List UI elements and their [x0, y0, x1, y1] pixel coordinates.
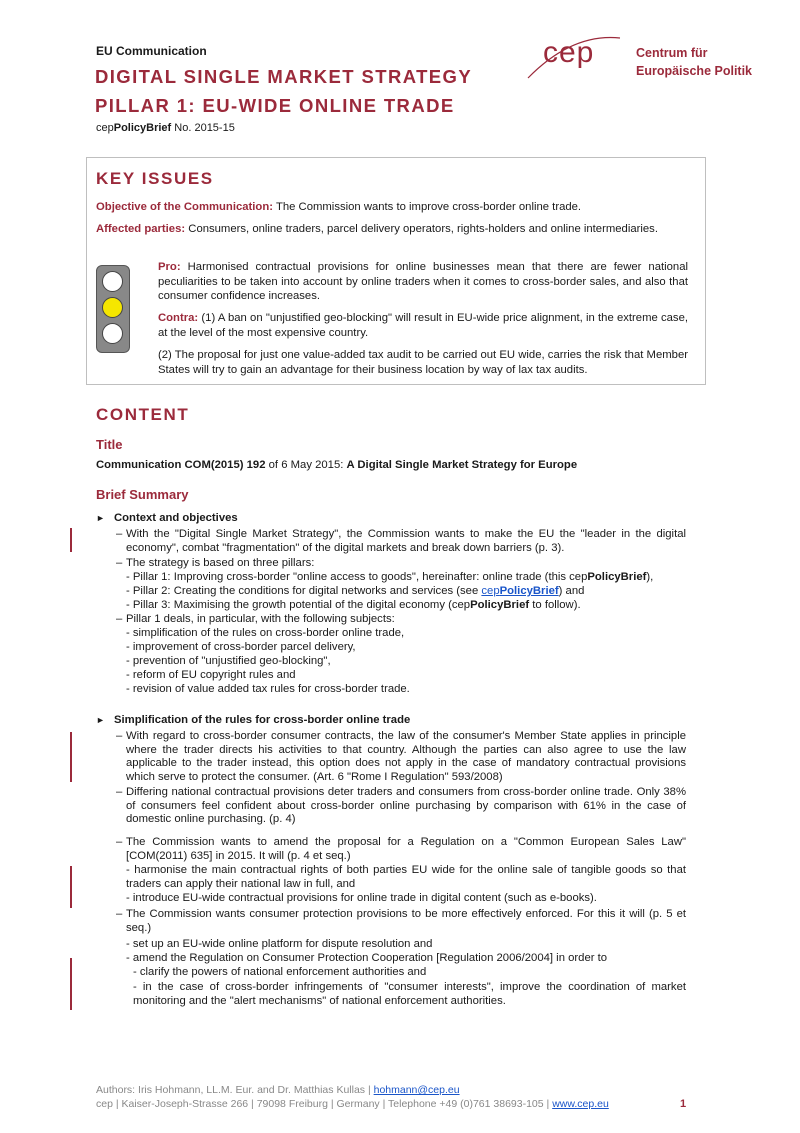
- cep-logo: cep: [543, 36, 595, 69]
- communication-type-label: EU Communication: [96, 44, 207, 58]
- institute-name: Centrum für Europäische Politik: [636, 46, 753, 78]
- footer-address: cep | Kaiser-Joseph-Strasse 266 | 79098 Freiburg | Germany | Telephone +49 (0)761 38693-105 | www.cep.eu: [96, 1098, 609, 1110]
- contra-paragraph-2: (2) The proposal for just one value-added tax audit to be carried out EU wide, carries the risk that Member States will try to gain an advantage for their business location by way of lax tax audits.: [158, 349, 688, 376]
- policy-brief-number: cepPolicyBrief No. 2015-15: [96, 122, 235, 134]
- sub-item: - introduce EU-wide contractual provisions for online trade in digital content (such as e-books).: [126, 892, 597, 904]
- sub-item: - reform of EU copyright rules and: [126, 669, 296, 681]
- page-number: 1: [680, 1098, 687, 1110]
- change-marker: [70, 732, 72, 782]
- objective-paragraph: Objective of the Communication: The Commission wants to improve cross-border online trade.: [96, 201, 582, 213]
- list-item: – The Commission wants to amend the proposal for a Regulation on a "Common European Sales Law" [COM(2011) 635] in 2015. It will (p. 4 et seq.): [116, 836, 686, 862]
- communication-reference: Communication COM(2015) 192 of 6 May 2015: A Digital Single Market Strategy for Europe: [96, 459, 578, 471]
- pro-paragraph: Pro: Harmonised contractual provisions for online businesses mean that there are fewer national peculiarities to be taken into account by online traders when it comes to cross-border sales, and also that consumer confidence increases.: [158, 261, 688, 302]
- traffic-light-icon: [96, 265, 130, 353]
- footer-authors: Authors: Iris Hohmann, LL.M. Eur. and Dr. Matthias Kullas | hohmann@cep.eu: [96, 1084, 460, 1096]
- sub-item: - amend the Regulation on Consumer Protection Cooperation [Regulation 2006/2004] in order to: [126, 952, 608, 964]
- section-simplification-heading: ► Simplification of the rules for cross-border online trade: [96, 714, 411, 726]
- sub-item: - harmonise the main contractual rights of both parties EU wide for the online sale of tangible goods so that traders can apply their national law in full, and: [126, 864, 686, 890]
- contra-paragraph-1: Contra: (1) A ban on "unjustified geo-blocking" will result in EU-wide price alignment, in the extreme case, at the level of the most expensive country.: [158, 312, 688, 339]
- sub-item: - improvement of cross-border parcel delivery,: [126, 641, 356, 653]
- document-title-line1: DIGITAL SINGLE MARKET STRATEGY: [95, 66, 473, 87]
- sub-item: - set up an EU-wide online platform for dispute resolution and: [126, 938, 433, 950]
- change-marker: [70, 866, 72, 908]
- sub-sub-item: - clarify the powers of national enforcement authorities and: [133, 966, 427, 978]
- section-context-objectives-heading: ► Context and objectives: [96, 512, 238, 524]
- list-item: – With the "Digital Single Market Strategy", the Commission wants to make the EU the "leader in the digital economy", combat "fragmentation" of the digital markets and break down barriers (p. 3).: [116, 528, 686, 554]
- website-link[interactable]: www.cep.eu: [552, 1098, 609, 1110]
- author-email-link[interactable]: hohmann@cep.eu: [373, 1084, 460, 1096]
- change-marker: [70, 958, 72, 1010]
- pillar-1-item: - Pillar 1: Improving cross-border "online access to goods", hereinafter: online trade (this cepPolicyBrief),: [126, 571, 654, 583]
- sub-item: - simplification of the rules on cross-border online trade,: [126, 627, 405, 639]
- list-item: – With regard to cross-border consumer contracts, the law of the consumer's Member State applies in principle where the trader directs his activities to that country. Although the parties can also agree to use the law applicable to the trader instead, this option does not apply in the case of mandatory contractual provisions which serve to protect the consumer. (Art. 6 "Rome I Regulation" 593/2008): [116, 730, 686, 783]
- affected-parties-paragraph: Affected parties: Consumers, online traders, parcel delivery operators, rights-holders and online intermediaries.: [96, 223, 658, 235]
- sub-sub-item: - in the case of cross-border infringements of "consumer interests", improve the coordination of market monitoring and the "alert mechanisms" of national enforcement authorities.: [133, 981, 686, 1007]
- list-item: – Differing national contractual provisions deter traders and consumers from cross-border online trade. Only 38% of consumers feel confident about cross-border online purchasing by comparison with 61% in the case of domestic online purchasing. (p. 4): [116, 786, 686, 826]
- pillar-3-item: - Pillar 3: Maximising the growth potential of the digital economy (cepPolicyBrief to follow).: [126, 599, 581, 611]
- traffic-light-middle-active: [102, 297, 123, 318]
- list-item: – The Commission wants consumer protection provisions to be more effectively enforced. For this it will (p. 5 et seq.): [116, 908, 686, 934]
- sub-item: - revision of value added tax rules for cross-border trade.: [126, 683, 410, 695]
- sub-item: - prevention of "unjustified geo-blocking",: [126, 655, 331, 667]
- content-heading: CONTENT: [96, 405, 190, 424]
- list-item: – Pillar 1 deals, in particular, with the following subjects:: [116, 613, 395, 625]
- title-subheading: Title: [96, 437, 123, 452]
- traffic-light-bottom: [102, 323, 123, 344]
- change-marker: [70, 528, 72, 552]
- key-issues-heading: KEY ISSUES: [96, 169, 214, 188]
- brief-summary-subheading: Brief Summary: [96, 487, 189, 502]
- pillar-2-item: - Pillar 2: Creating the conditions for digital networks and services (see cepPolicyBrief) and: [126, 585, 585, 597]
- policy-brief-link[interactable]: cepPolicyBrief: [481, 585, 559, 597]
- list-item: – The strategy is based on three pillars:: [116, 557, 315, 569]
- document-title-line2: PILLAR 1: EU-WIDE ONLINE TRADE: [95, 95, 455, 116]
- traffic-light-top: [102, 271, 123, 292]
